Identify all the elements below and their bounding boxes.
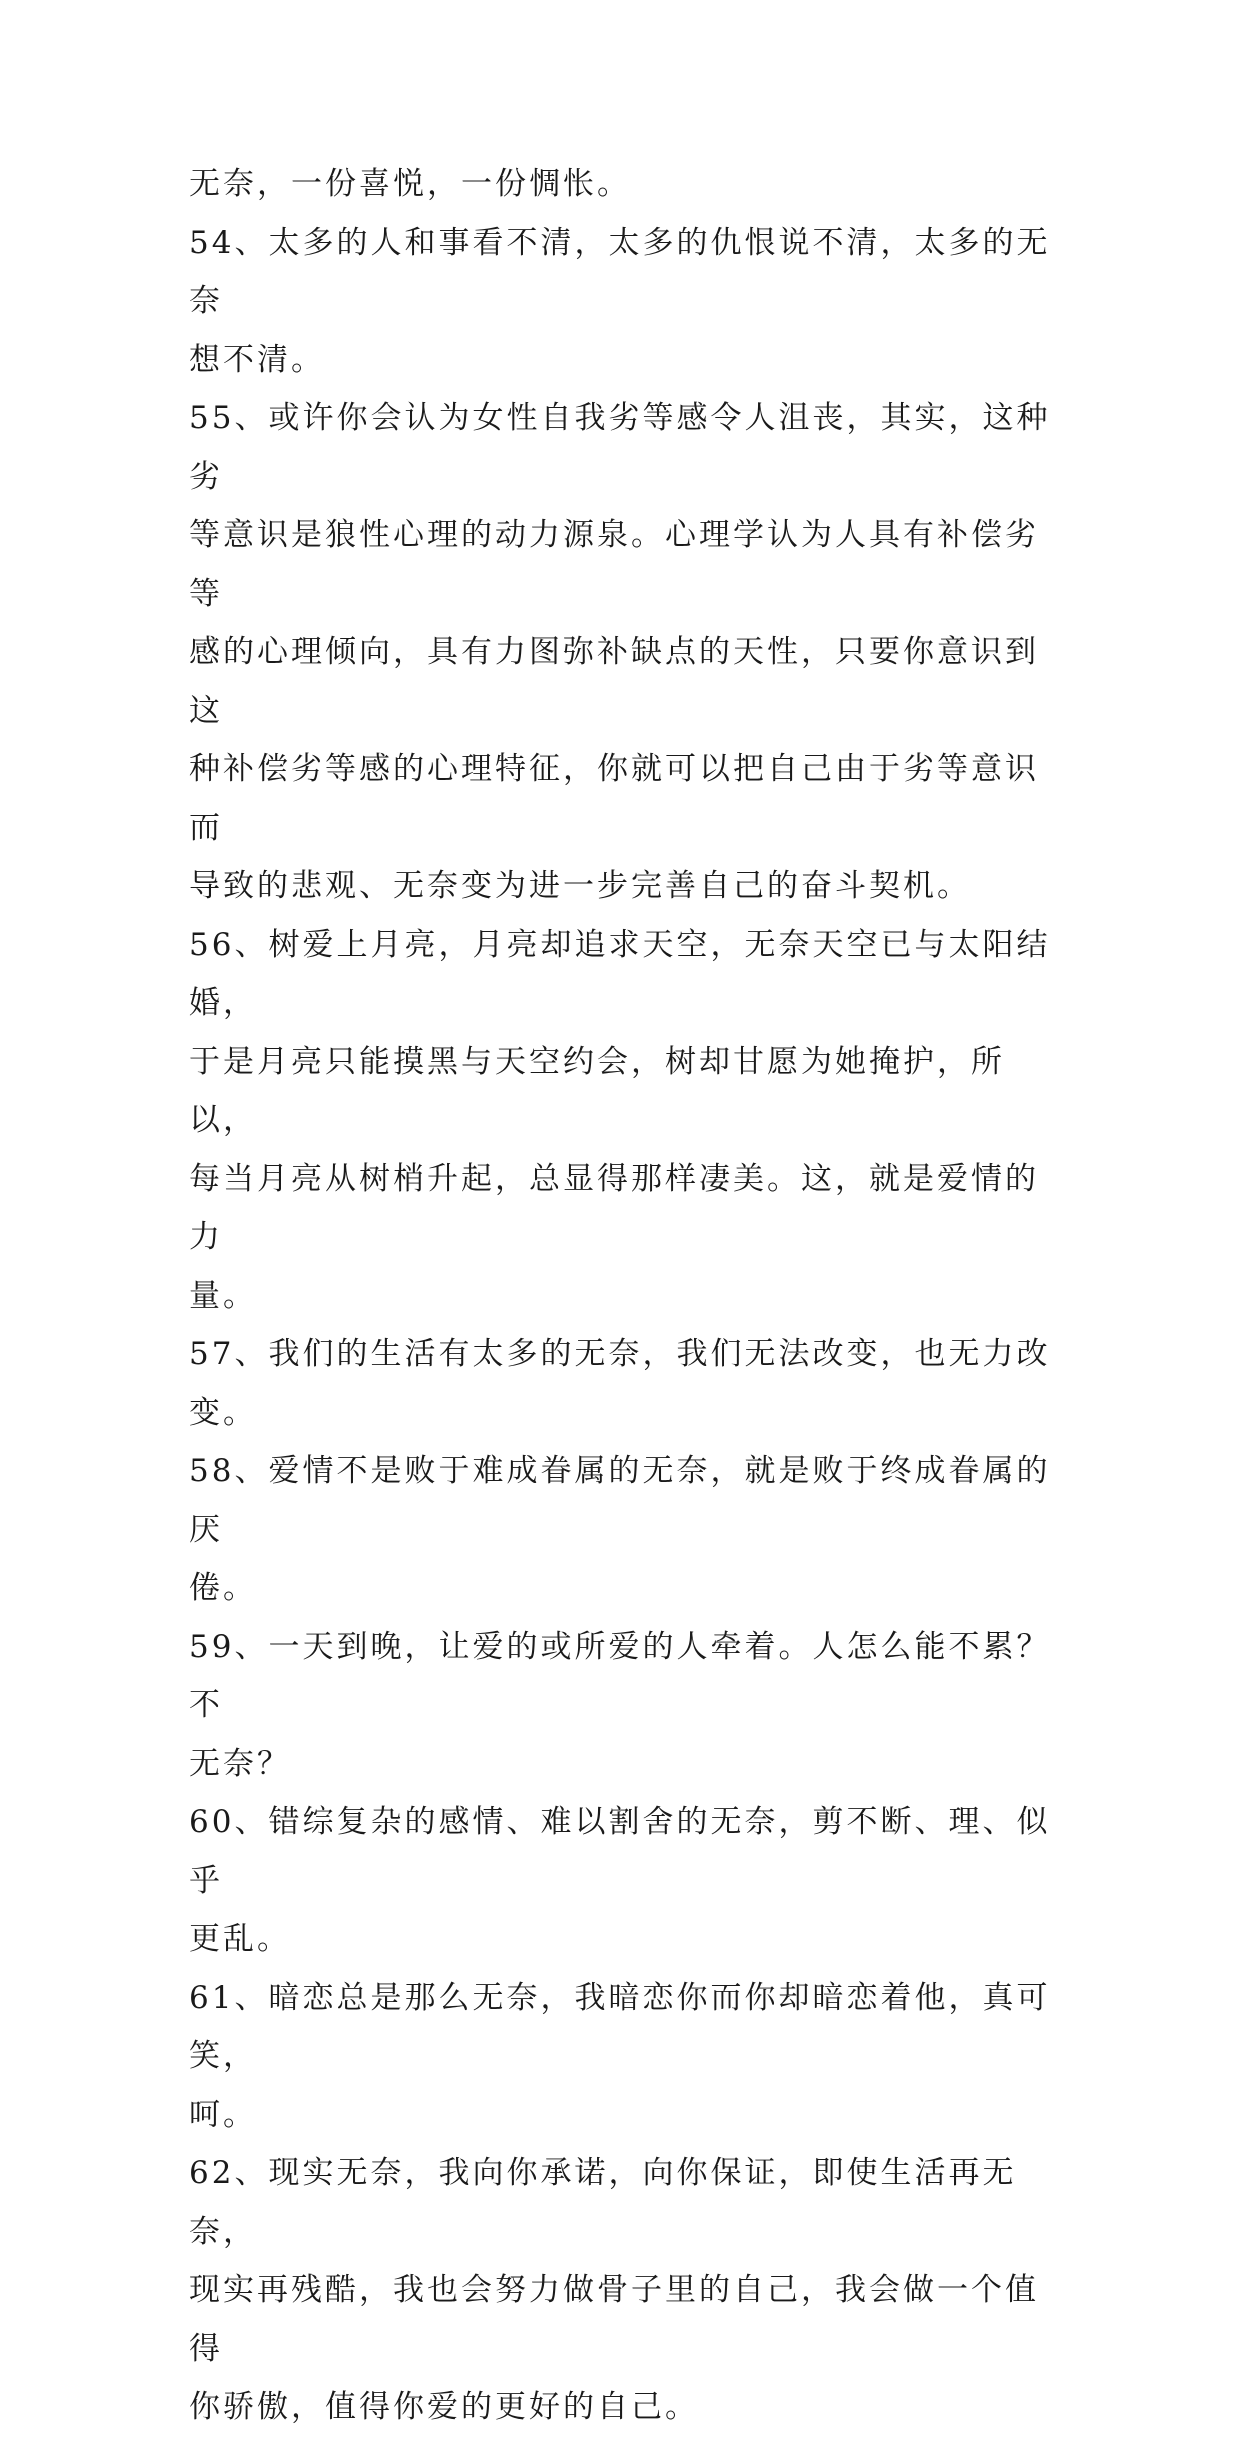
text-line: 等意识是狼性心理的动力源泉。心理学认为人具有补偿劣等 [189, 517, 1039, 612]
text-line: 你骄傲，值得你爱的更好的自己。 [189, 2389, 699, 2425]
paragraph-item-58 [189, 1442, 1059, 1618]
paragraph-item-54 [189, 214, 1059, 390]
text-line: 55、或许你会认为女性自我劣等感令人沮丧，其实，这种劣 [189, 400, 1051, 495]
text-line: 倦。 [189, 1570, 257, 1606]
paragraph-item-57 [189, 1325, 1059, 1442]
text-line: 54、太多的人和事看不清，太多的仇恨说不清，太多的无奈 [189, 224, 1051, 319]
text-line: 量。 [189, 1277, 257, 1314]
paragraph-item-61 [189, 1969, 1059, 2145]
text-line: 无奈？ [189, 1745, 291, 1782]
text-line: 于是月亮只能摸黑与天空约会，树却甘愿为她掩护，所以， [189, 1043, 1005, 1138]
document-body [189, 155, 1059, 2437]
text-line: 58、爱情不是败于难成眷属的无奈，就是败于终成眷属的厌 [189, 1453, 1051, 1548]
paragraph-item-59 [189, 1618, 1059, 1794]
text-line: 导致的悲观、无奈变为进一步完善自己的奋斗契机。 [189, 868, 971, 904]
paragraph-item-60 [189, 1793, 1059, 1969]
text-line: 56、树爱上月亮，月亮却追求天空，无奈天空已与太阳结婚， [189, 926, 1051, 1021]
text-line: 每当月亮从树梢升起，总显得那样凄美。这，就是爱情的力 [189, 1160, 1039, 1255]
text-line: 感的心理倾向，具有力图弥补缺点的天性，只要你意识到这 [189, 634, 1039, 729]
paragraph-item-62 [189, 2144, 1059, 2437]
text-line: 想不清。 [189, 341, 325, 378]
paragraph-item-55 [189, 389, 1059, 916]
text-line: 60、错综复杂的感情、难以割舍的无奈，剪不断、理、似乎 [189, 1804, 1051, 1899]
text-line: 61、暗恋总是那么无奈，我暗恋你而你却暗恋着他，真可笑， [189, 1979, 1051, 2074]
text-line: 62、现实无奈，我向你承诺，向你保证，即使生活再无奈， [189, 2155, 1017, 2250]
text-line: 呵。 [189, 2096, 257, 2133]
paragraph-continuation [189, 155, 1059, 214]
text-line: 现实再残酷，我也会努力做骨子里的自己，我会做一个值得 [189, 2272, 1039, 2367]
text-line: 更乱。 [189, 1921, 291, 1957]
text-line: 59、一天到晚，让爱的或所爱的人牵着。人怎么能不累？不 [189, 1628, 1051, 1723]
text-line: 无奈，一份喜悦，一份惆怅。 [189, 166, 631, 202]
text-line: 种补偿劣等感的心理特征，你就可以把自己由于劣等意识而 [189, 751, 1039, 846]
paragraph-item-56 [189, 916, 1059, 1326]
text-line: 57、我们的生活有太多的无奈，我们无法改变，也无力改变。 [189, 1336, 1051, 1431]
